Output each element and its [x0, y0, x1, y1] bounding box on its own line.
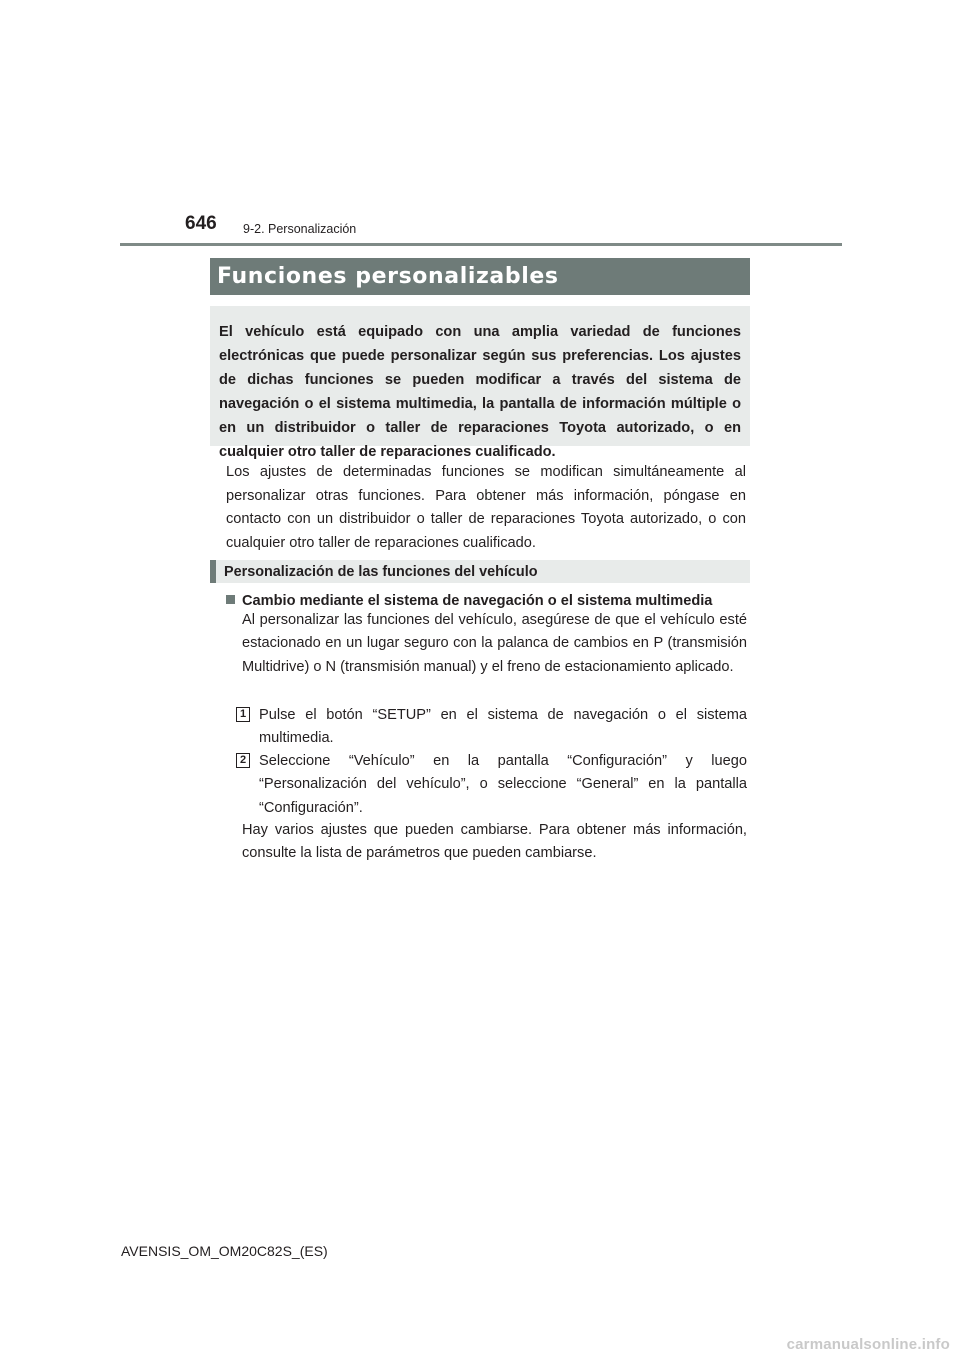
- subsection-heading: [210, 560, 750, 583]
- footer-document-code: AVENSIS_OM_OM20C82S_(ES): [121, 1243, 328, 1259]
- header-divider: [120, 243, 842, 246]
- step-number-badge: 1: [236, 707, 250, 722]
- bullet-body: Al personalizar las funciones del vehículo, asegúrese de que el vehículo esté estacionado en un lugar seguro con la palanca de cambios en P (transmisión Multidrive) o N (transmisión manual) y el freno de estacionamiento aplicado.: [242, 612, 747, 675]
- closing-paragraph: Hay varios ajustes que pueden cambiarse. Para obtener más información, consulte la lista de parámetros que pueden cambiarse.: [242, 822, 747, 862]
- step-1: [236, 704, 747, 751]
- intro-box: [210, 306, 750, 460]
- watermark: carmanualsonline.info: [786, 1336, 950, 1353]
- section-title: 9-2. Personalización: [243, 222, 357, 236]
- page-number: 646: [185, 213, 217, 234]
- intro-text: El vehículo está equipado con una amplia variedad de funciones electrónicas que puede personalizar según sus preferencias. Los ajustes de dichas funciones se pueden modificar a través del sistema de navegación o el sistema multimedia, la pantalla de información múltiple o en un distribuidor o taller de reparaciones Toyota autorizado, o en cualquier otro taller de reparaciones cualificado.: [219, 324, 741, 460]
- bullet-heading: [226, 592, 756, 610]
- bullet-heading-text: Cambio mediante el sistema de navegación o el sistema multimedia: [242, 593, 713, 609]
- step-2: [236, 750, 747, 820]
- page-title: Funciones personalizables: [217, 264, 559, 289]
- title-banner: [210, 258, 750, 295]
- square-bullet-icon: [226, 595, 235, 604]
- step-number-badge: 2: [236, 753, 250, 768]
- body-paragraph: Los ajustes de determinadas funciones se modifican simultáneamente al personalizar otras funciones. Para obtener más información, póngase en contacto con un distribuidor o taller de reparaciones Toyota autorizado, o con cualquier otro taller de reparaciones cualificado.: [226, 464, 746, 551]
- step-text: Seleccione “Vehículo” en la pantalla “Configuración” y luego “Personalización del vehículo”, o seleccione “General” en la pantalla “Configuración”.: [259, 753, 747, 816]
- step-text: Pulse el botón “SETUP” en el sistema de navegación o el sistema multimedia.: [259, 707, 747, 747]
- subsection-title: Personalización de las funciones del vehículo: [224, 563, 538, 580]
